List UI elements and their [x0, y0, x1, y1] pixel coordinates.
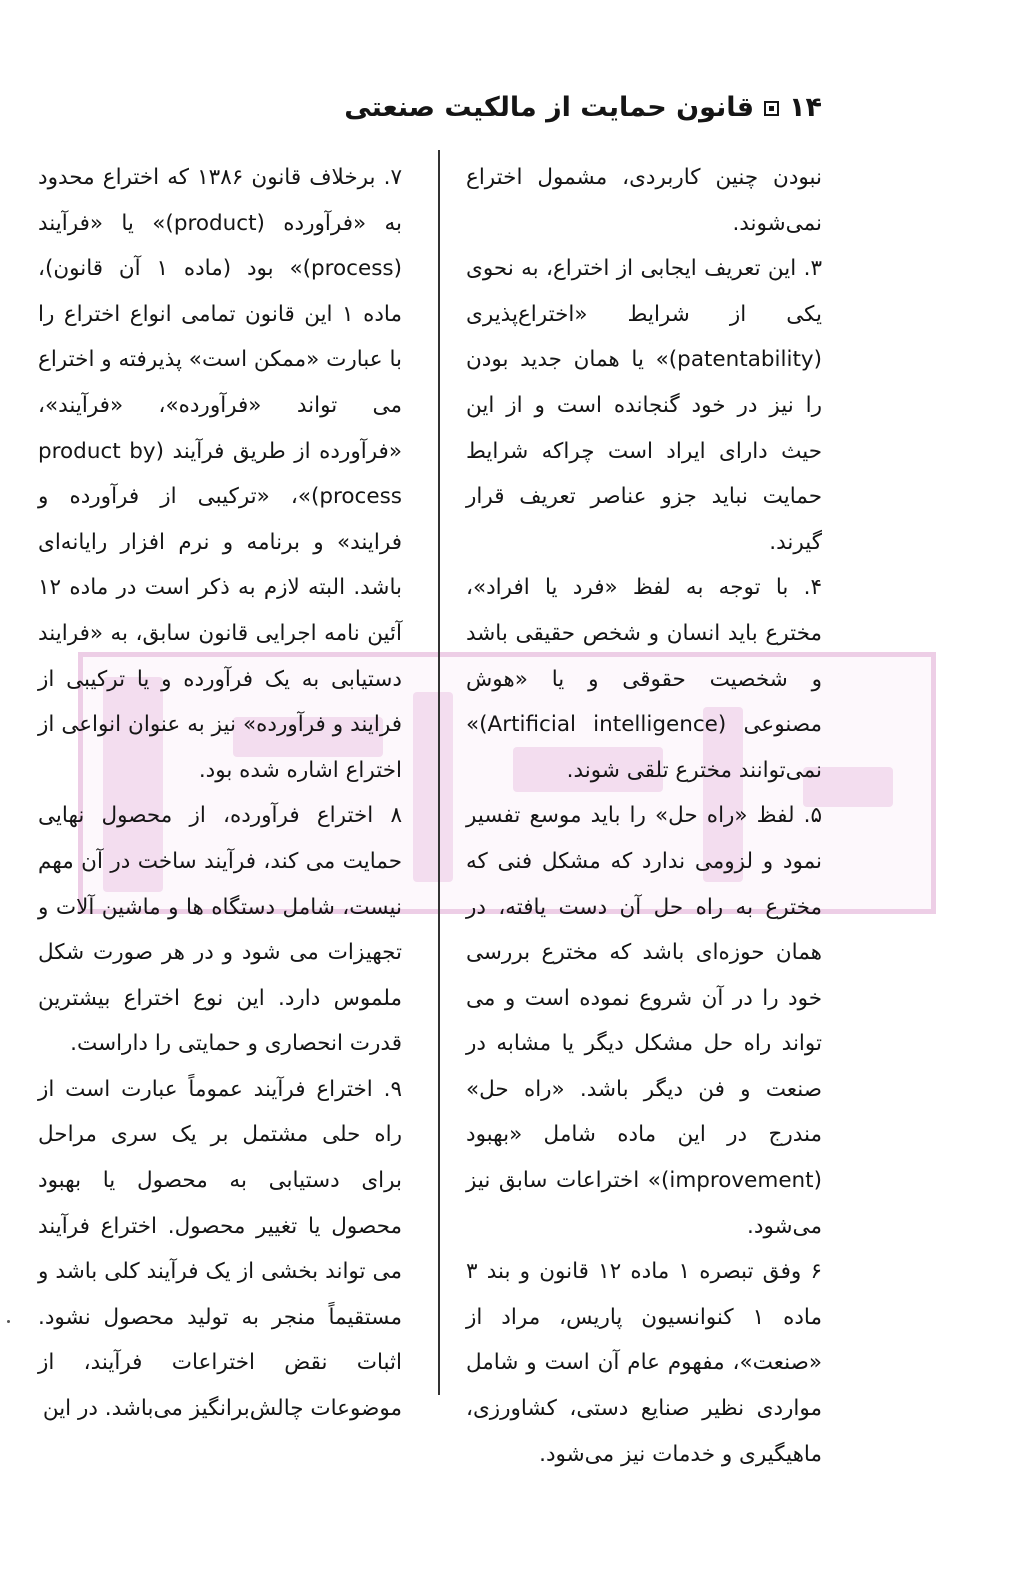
paragraph-note-7: ۷. برخلاف قانون ۱۳۸۶ که اختراع محدود به «فرآورده (product)» یا «فرآیند (process)» بود (ماده ۱ آن قانون)، ماده ۱ این قانون تمامی انواع اختراع را با عبارت «ممکن است» پذیرفته و اختراع می تواند «فرآورده»، «فرآیند»، «فرآورده از طریق فرآیند (product by process)»، «ترکیبی از فرآورده و فرایند» و برنامه و نرم افزار رایانه‌ای باشد. البته لازم به ذکر است در ماده ۱۲ آئین نامه اجرایی قانون سابق، به «فرایند دستیابی به یک فرآورده و یا ترکیبی از فرایند و فرآورده» نیز به عنوان انواعی از اختراع اشاره شده بود. [38, 165, 402, 783]
page-number: ۱۴ [789, 92, 822, 123]
right-column [466, 155, 822, 1477]
paragraph-note-9: ۹. اختراع فرآیند عموماً عبارت است از راه حلی مشتمل بر یک سری مراحل برای دستیابی به محصول یا بهبود محصول یا تغییر محصول. اختراع فرآیند می تواند بخشی از یک فرآیند کلی باشد و مستقیماً منجر به تولید محصول نشود. اثبات نقض اختراعات فرآیند، از موضوعات چالش‌برانگیز می‌باشد. در این [38, 1076, 402, 1422]
paragraph-note-8: ۸ اختراع فرآورده، از محصول نهایی حمایت می کند، فرآیند ساخت در آن مهم نیست، شامل دستگاه ها و ماشین آلات و تجهیزات می شود و در هر صورت شکل ملموس دارد. این نوع اختراع بیشترین قدرت انحصاری و حمایتی را داراست. [38, 803, 402, 1057]
left-column [38, 155, 402, 1432]
paragraph-note-5: ۵. لفظ «راه حل» را باید موسع تفسیر نمود و لزومی ندارد که مشکل فنی که مخترع به راه حل آن دست یافته، در همان حوزه‌ای باشد که مخترع بررسی خود را در آن شروع نموده است و می تواند راه حل مشکل دیگر یا مشابه در صنعت و فن دیگر باشد. «راه حل» مندرج در این ماده شامل «بهبود (improvement)» اختراعات سابق نیز می‌شود. [466, 803, 822, 1239]
column-divider [438, 150, 440, 1395]
paragraph-note-6: ۶ وفق تبصره ۱ ماده ۱۲ قانون و بند ۳ ماده ۱ کنوانسیون پاریس، مراد از «صنعت»، مفهوم عام آن است و شامل مواردی نظیر صنایع دستی، کشاورزی، ماهیگیری و خدمات نیز می‌شود. [466, 1259, 822, 1467]
running-title: قانون حمایت از مالکیت صنعتی [344, 92, 755, 123]
paragraph-note-2-end: نبودن چنین کاربردی، مشمول اختراع نمی‌شوند. [466, 165, 822, 236]
page-header [344, 88, 822, 128]
scan-speck [7, 1320, 10, 1323]
paragraph-note-3: ۳. این تعریف ایجابی از اختراع، به نحوی یکی از شرایط «اختراع‌پذیری (patentability)» یا همان جدید بودن را نیز در خود گنجانده است و از این حیث دارای ایراد است چراکه شرایط حمایت نباید جزو عناصر تعریف قرار گیرند. [466, 256, 822, 555]
square-bullet-icon [764, 101, 779, 116]
paragraph-note-4: ۴. با توجه به لفظ «فرد یا افراد»، مخترع باید انسان و شخص حقیقی باشد و شخصیت حقوقی و یا «هوش مصنوعی (Artificial intelligence)» نمی‌توانند مخترع تلقی شوند. [466, 575, 822, 783]
